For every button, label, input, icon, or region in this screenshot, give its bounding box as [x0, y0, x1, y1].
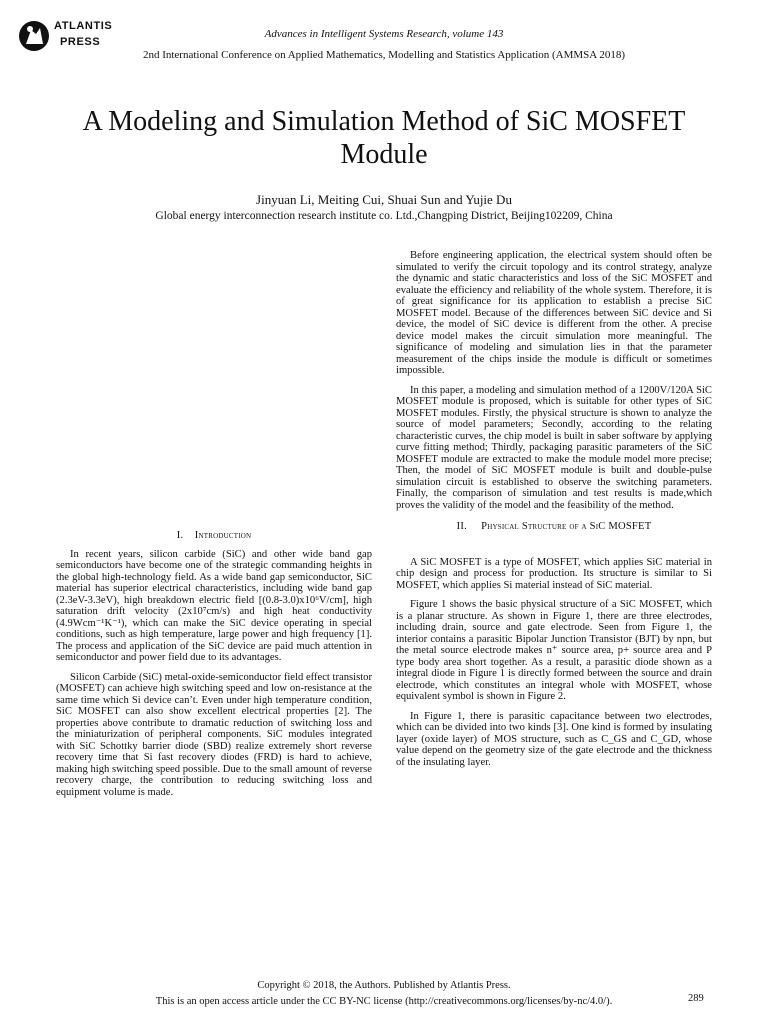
- paragraph: Figure 1 shows the basic physical structure of a SiC MOSFET, which is a planar structure. As shown in Figure 1, there are three electrodes, including drain, source and gate electrode. Seen from Figure 1, the interior contains a parasitic Bipolar Junction Transistor (BJT) by npn, but the metal source electrode makes n⁺ source area, p+ source area and P type body area short together. As a result, a parasitic diode shown as a integral diode in Figure 1 is directly formed between the source and drain electrode, which constitutes an integral whole with MOSFET, whose equivalent symbol is shown in Figure 2.: [396, 599, 712, 702]
- paper-affiliation: Global energy interconnection research institute co. Ltd.,Changping District, Beijing102209, China: [155, 210, 613, 222]
- paragraph: In this paper, a modeling and simulation method of a 1200V/120A SiC MOSFET module is proposed, which is suitable for other types of SiC MOSFET modules. Firstly, the physical structure is shown to analyze the source of model parameters; Secondly, according to the relating characteristic curves, the chip model is built in saber software by applying curve fitting method; Thirdly, packaging parasitic parameters of the SiC MOSFET module are extracted to make the module model more precise; Then, the model of SiC MOSFET module is built and double-pulse simulation circuit is established to observe the switching parameters. Finally, the comparison of simulation and test results is made,which proves the validity of the model and the feasibility of the method.: [396, 384, 712, 511]
- section-title: Introduction: [194, 530, 252, 541]
- conference-line: 2nd International Conference on Applied Mathematics, Modelling and Statistics Application (AMMSA 2018): [142, 49, 626, 61]
- publisher-name-line2: PRESS: [60, 36, 101, 48]
- section-heading-introduction: [56, 530, 372, 542]
- paragraph: A SiC MOSFET is a type of MOSFET, which applies SiC material in chip design and process for production. Its structure is similar to Si MOSFET, which applies Si material instead of SiC material.: [396, 556, 712, 591]
- section-title: Physical Structure of a SiC MOSFET: [481, 521, 652, 532]
- publisher-name: ATLANTIS: [54, 20, 113, 32]
- page-number: 289: [688, 993, 704, 1004]
- paragraph: Before engineering application, the electrical system should often be simulated to verify the circuit topology and its control strategy, analyze the dynamic and static characteristics and loss of the SiC MOSFET and evaluate the efficiency and reliability of the whole system. Therefore, it is of great significance for its application to establish a precise SiC MOSFET model. Because of the differences between SiC device and Si device, the model of SiC device is different from the other. A precise device model makes the circuit simulation more meaningful. The significance of modeling and simulation lies in that the parameter measurement of the chips inside the module is difficult or sometimes impossible.: [396, 250, 712, 376]
- journal-line: Advances in Intelligent Systems Research, volume 143: [264, 28, 504, 40]
- section-number: II.: [456, 521, 467, 532]
- section-number: I.: [176, 530, 184, 541]
- section-heading-physical-structure: [396, 521, 712, 533]
- paper-authors: Jinyuan Li, Meiting Cui, Shuai Sun and Yujie Du: [256, 192, 512, 207]
- paragraph: Silicon Carbide (SiC) metal-oxide-semiconductor field effect transistor (MOSFET) can achieve high switching speed and low on-resistance at the same time which Si device can’t. Even under high temperature condition, SiC MOSFET can also show excellent electrical properties [2]. The properties above contribute to dramatic reduction of switching loss and the miniaturization of peripheral components. SiC modules integrated with SiC Schottky barrier diode (SBD) realize extremely short reverse recovery time that Si fast recovery diodes (FRD) is hard to achieve, making high switching speed possible. Due to the small amount of reverse recovery charge, the contribution to reducing switching loss and equipment volume is made.: [56, 671, 372, 798]
- license-notice: This is an open access article under the CC BY-NC license (http://creativecommons.org/licenses/by-nc/4.0/).: [155, 996, 613, 1007]
- copyright-notice: Copyright © 2018, the Authors. Published by Atlantis Press.: [257, 980, 511, 991]
- paragraph: In Figure 1, there is parasitic capacitance between two electrodes, which can be divided into two kinds [3]. One kind is formed by insulating layer (oxide layer) of MOS structure, such as C_GS and C_GD, whose value depend on the geometry size of the gate electrode and the thickness of the insulating layer.: [396, 710, 712, 768]
- paragraph: In recent years, silicon carbide (SiC) and other wide band gap semiconductors have become one of the strategic commanding heights in the global high-technology field. As a wide band gap semiconductor, SiC material has superior electrical characteristics, including wide band gap (2.3eV-3.3eV), high breakdown electric field [(0.8-3.0)x10⁶V/cm], high saturation drift velocity (2x10⁷cm/s) and high heat conductivity (4.9Wcm⁻¹K⁻¹), which can make the SiC device operating in special conditions, such as high temperature, large power and high frequency [1]. The process and application of the SiC device are paid much attention in semiconductor and power field due to its advantages.: [56, 548, 372, 663]
- left-column: [56, 530, 372, 806]
- right-column: [396, 250, 712, 776]
- paper-title: A Modeling and Simulation Method of SiC MOSFET Module: [82, 106, 686, 170]
